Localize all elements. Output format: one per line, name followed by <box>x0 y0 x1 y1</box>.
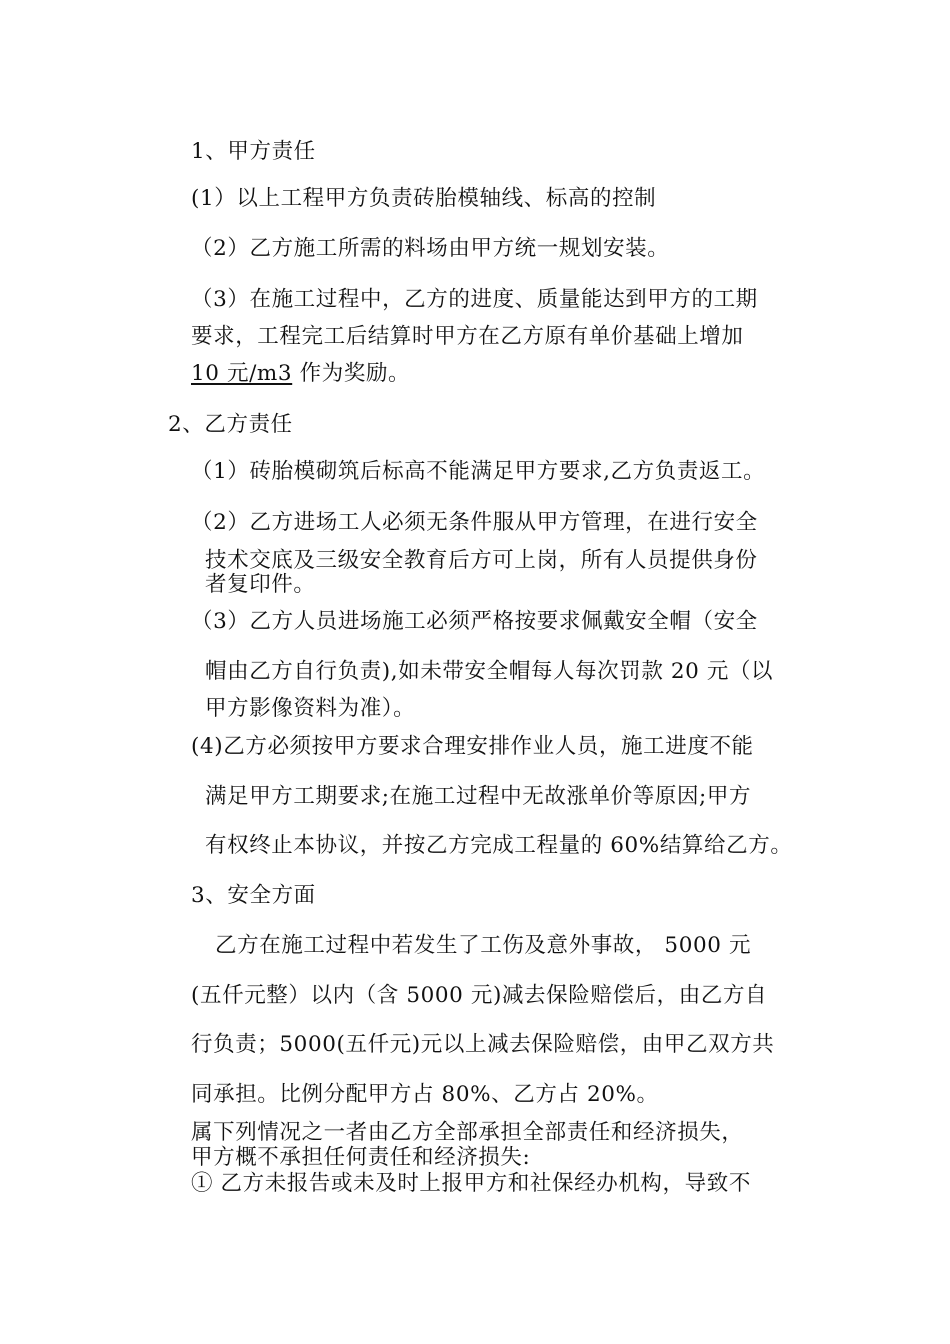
section3-heading: 3、安全方面 <box>191 883 316 908</box>
section3-item1: ① 乙方未报告或未及时上报甲方和社保经办机构，导致不 <box>191 1171 751 1196</box>
section2-item4-line3: 有权终止本协议，并按乙方完成工程量的 60%结算给乙方。 <box>205 833 793 858</box>
section1-item2: （2）乙方施工所需的料场由甲方统一规划安装。 <box>191 236 670 261</box>
section3-para-line2: (五仟元整）以内（含 5000 元)减去保险赔偿后，由乙方自 <box>191 983 768 1008</box>
section2-item2-line2: 技术交底及三级安全教育后方可上岗，所有人员提供身份 <box>205 548 758 573</box>
section3-para-line4: 同承担。比例分配甲方占 80%、乙方占 20%。 <box>191 1082 659 1107</box>
section3-note-line1: 属下列情况之一者由乙方全部承担全部责任和经济损失， <box>191 1120 744 1145</box>
section3-note-line2: 甲方概不承担任何责任和经济损失: <box>191 1145 531 1170</box>
section2-item4-line2: 满足甲方工期要求;在施工过程中无故涨单价等原因;甲方 <box>205 784 752 809</box>
section2-item3-line2: 帽由乙方自行负责),如未带安全帽每人每次罚款 20 元（以 <box>205 659 774 684</box>
section2-heading: 2、乙方责任 <box>168 412 293 437</box>
section2-item1: （1）砖胎模砌筑后标高不能满足甲方要求,乙方负责返工。 <box>191 459 766 484</box>
section2-item3-line3: 甲方影像资料为准）。 <box>205 696 416 721</box>
section1-item1: (1）以上工程甲方负责砖胎模轴线、标高的控制 <box>191 186 657 211</box>
section2-item2-line3: 者复印件。 <box>205 572 316 597</box>
section2-item3-line1: （3）乙方人员进场施工必须严格按要求佩戴安全帽（安全 <box>191 609 758 634</box>
reward-amount: 10 元/m3 <box>191 361 293 386</box>
section1-item3-line2: 要求，工程完工后结算时甲方在乙方原有单价基础上增加 <box>191 324 744 349</box>
section3-para-line3: 行负责；5000(五仟元)元以上减去保险赔偿，由甲乙双方共 <box>191 1032 775 1057</box>
section1-item3-line1: （3）在施工过程中，乙方的进度、质量能达到甲方的工期 <box>191 287 758 312</box>
section1-heading: 1、甲方责任 <box>191 139 316 164</box>
section3-para-line1: 乙方在施工过程中若发生了工伤及意外事故， 5000 元 <box>215 933 752 958</box>
section1-item3-line3 <box>191 363 410 385</box>
reward-tail: 作为奖励。 <box>292 361 411 386</box>
section2-item2-line1: （2）乙方进场工人必须无条件服从甲方管理，在进行安全 <box>191 510 758 535</box>
section2-item4-line1: (4)乙方必须按甲方要求合理安排作业人员，施工进度不能 <box>191 734 754 759</box>
